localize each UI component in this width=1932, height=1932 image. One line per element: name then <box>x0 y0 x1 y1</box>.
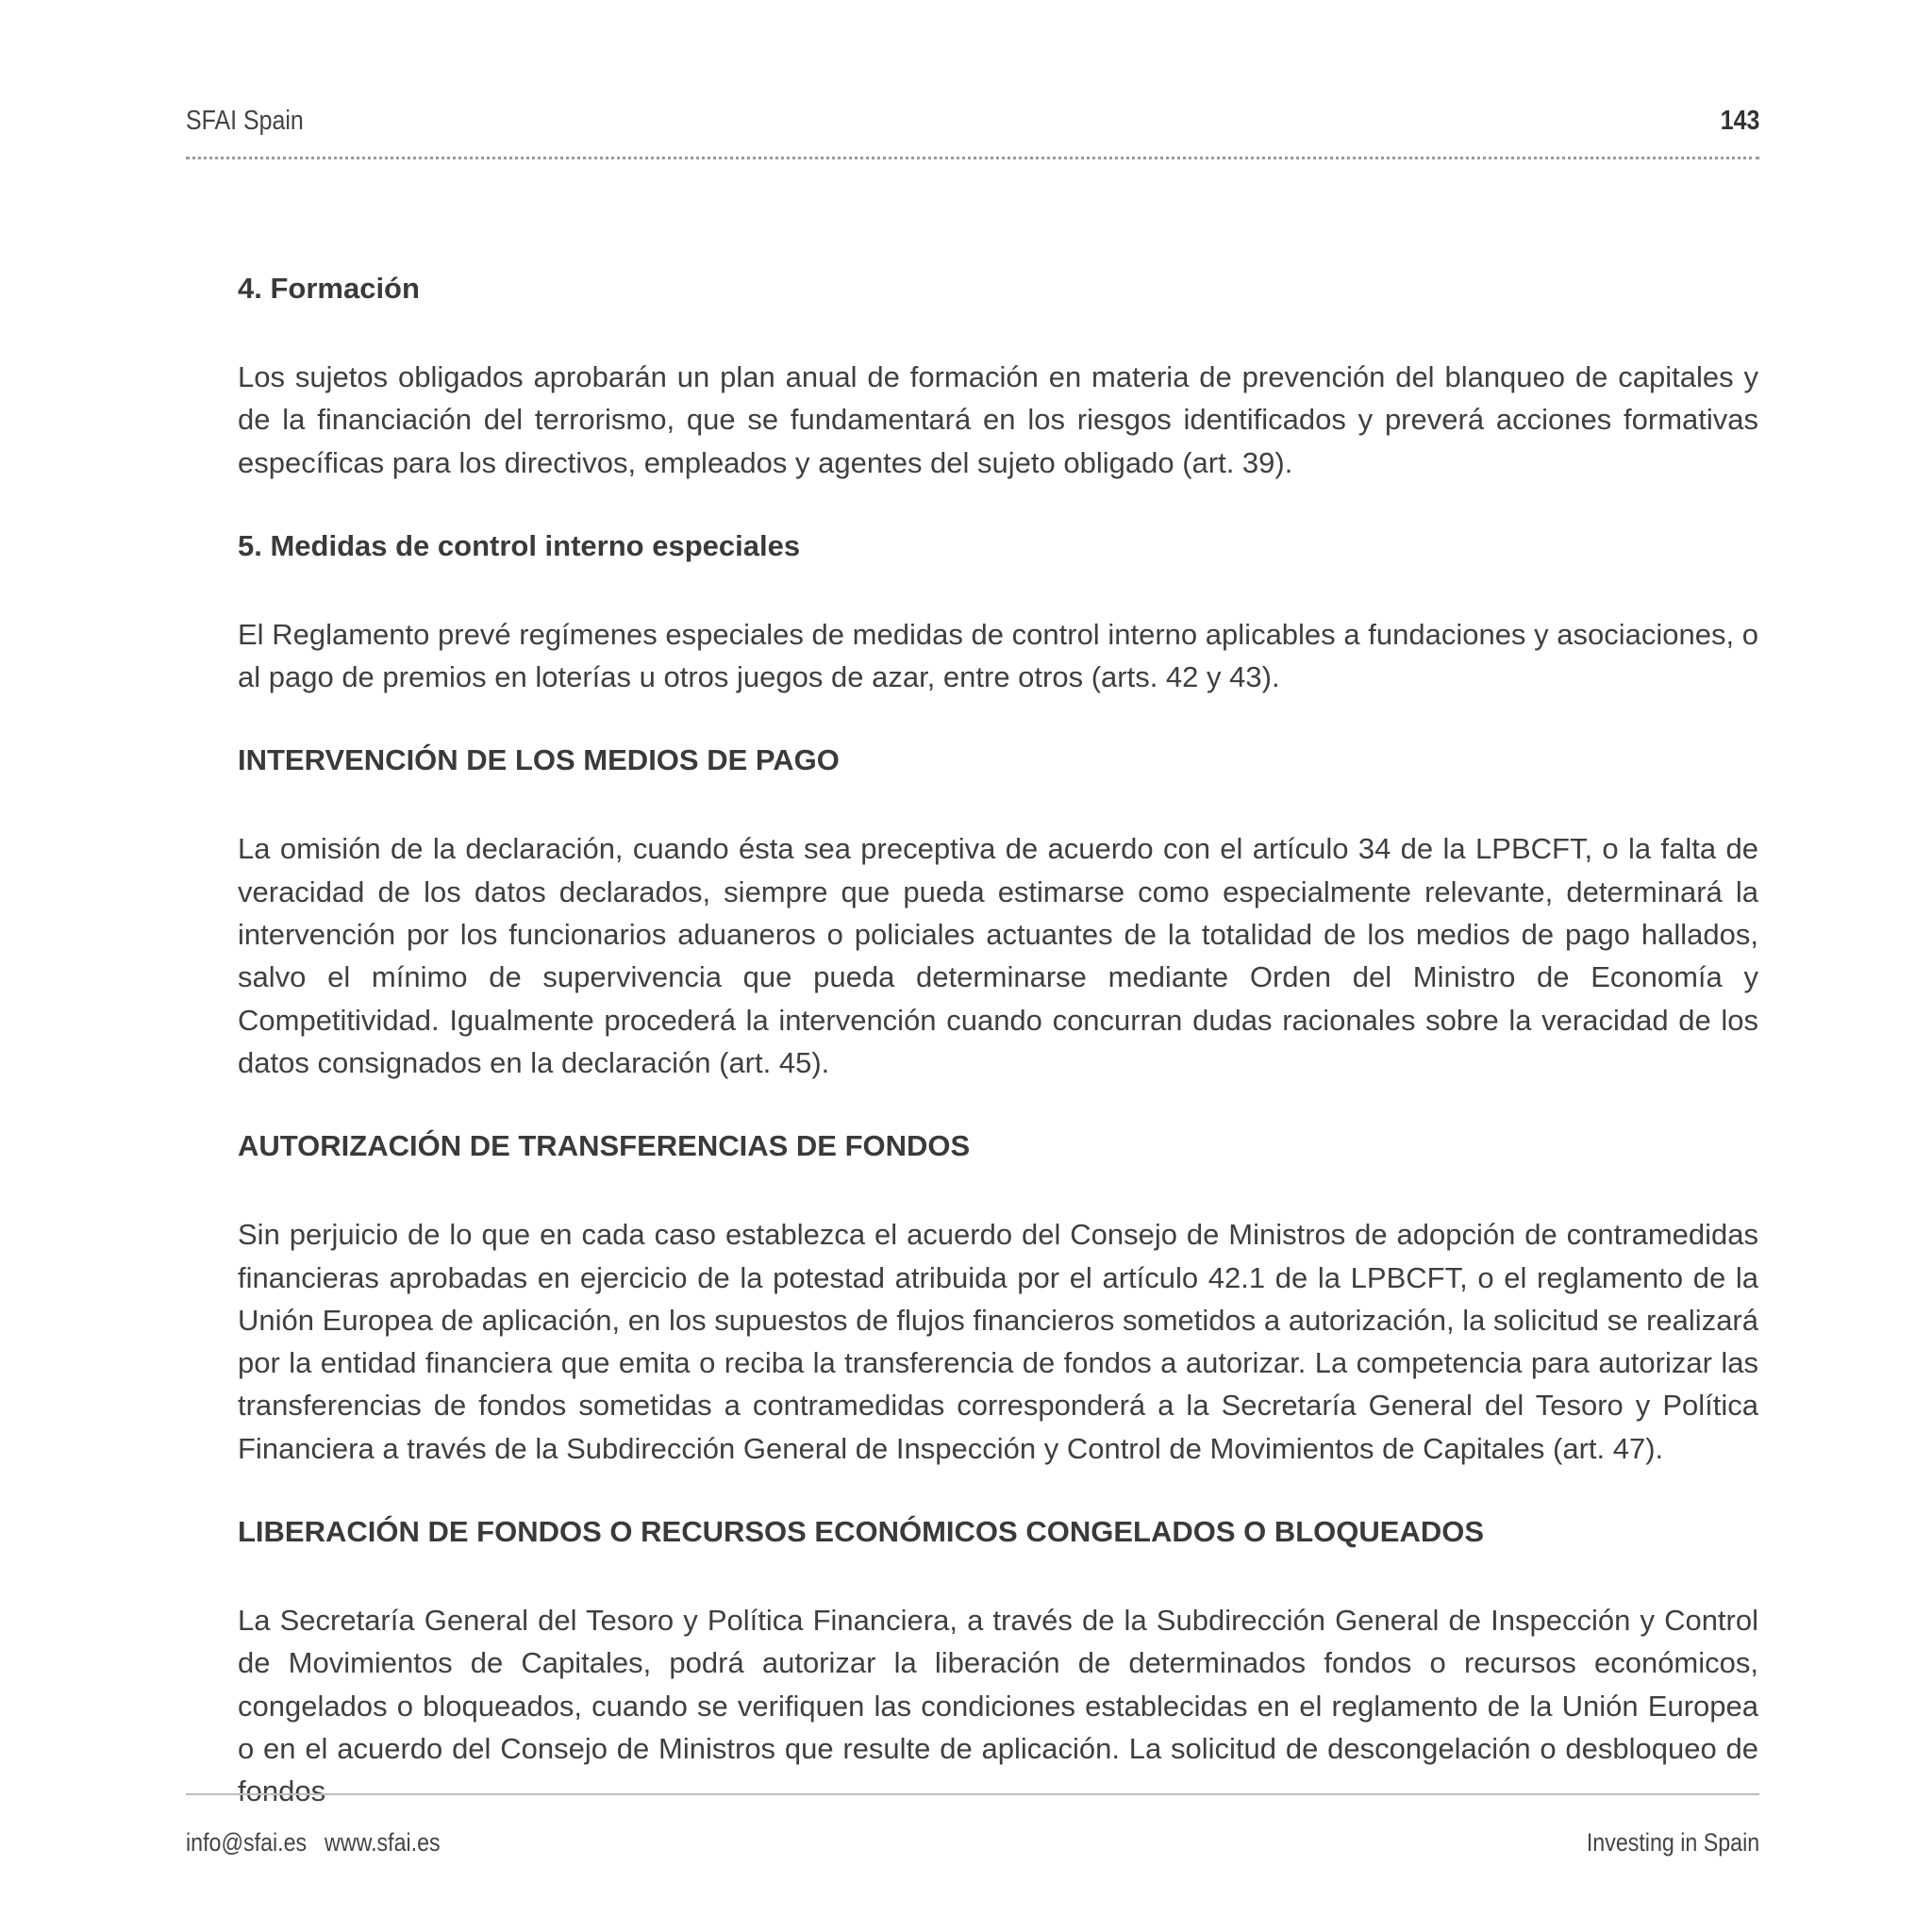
section-paragraph: El Reglamento prevé regímenes especiales de medidas de control interno aplicables a fundaciones y asociaciones, o al pago de premios en loterías u otros juegos de azar, entre otros (arts. 42 y 43). <box>238 617 1758 694</box>
header-divider <box>186 157 1759 159</box>
page-number: 143 <box>1720 106 1759 136</box>
section-medidas-control <box>238 525 1758 699</box>
section-paragraph: Sin perjuicio de lo que en cada caso establezca el acuerdo del Consejo de Ministros de adopción de contramedidas financieras aprobadas en ejercicio de la potestad atribuida por el artículo 42.1 de la LPBCFT, o el reglamento de la Unión Europea de aplicación, en los supuestos de flujos financieros sometidos a autorización, la solicitud se realizará por la entidad financiera que emita o reciba la transferencia de fondos a autorizar. La competencia para autorizar las transferencias de fondos sometidas a contramedidas corresponderá a la Secretaría General del Tesoro y Política Financiera a través de la Subdirección General de Inspección y Control de Movimientos de Capitales (art. 47). <box>238 1218 1758 1465</box>
footer-tagline: Investing in Spain <box>1586 1828 1759 1857</box>
header-brand: SFAI Spain <box>186 106 304 136</box>
page-footer <box>186 1828 1759 1862</box>
footer-contact <box>186 1828 441 1857</box>
section-formacion <box>238 268 1758 484</box>
section-paragraph: Los sujetos obligados aprobarán un plan anual de formación en materia de prevención del blanqueo de capitales y de la financiación del terrorismo, que se fundamentará en los riesgos identificados y preverá acciones formativas específicas para los directivos, empleados y agentes del sujeto obligado (art. 39). <box>238 360 1758 479</box>
section-intervencion-medios-pago <box>238 740 1758 1084</box>
section-title: INTERVENCIÓN DE LOS MEDIOS DE PAGO <box>238 743 840 777</box>
section-liberacion-fondos <box>238 1511 1758 1812</box>
section-paragraph: La omisión de la declaración, cuando ésta sea preceptiva de acuerdo con el artículo 34 de la LPBCFT, o la falta de veracidad de los datos declarados, siempre que pueda estimarse como especialmente relevante, determinará la intervención por los funcionarios aduaneros o policiales actuantes de la totalidad de los medios de pago hallados, salvo el mínimo de supervivencia que pueda determinarse mediante Orden del Ministro de Economía y Competitividad. Igualmente procederá la intervención cuando concurran dudas racionales sobre la veracidad de los datos consignados en la declaración (art. 45). <box>238 832 1758 1079</box>
page-header <box>186 106 1759 143</box>
section-title: AUTORIZACIÓN DE TRANSFERENCIAS DE FONDOS <box>238 1129 971 1163</box>
footer-website: www.sfai.es <box>325 1828 441 1857</box>
section-title: 5. Medidas de control interno especiales <box>238 528 801 562</box>
footer-divider <box>186 1793 1759 1795</box>
section-title: 4. Formación <box>238 272 420 305</box>
document-body <box>238 268 1758 1855</box>
section-title: LIBERACIÓN DE FONDOS O RECURSOS ECONÓMICOS CONGELADOS O BLOQUEADOS <box>238 1515 1485 1549</box>
section-autorizacion-transferencias <box>238 1125 1758 1470</box>
footer-email: info@sfai.es <box>186 1828 308 1857</box>
section-paragraph: La Secretaría General del Tesoro y Política Financiera, a través de la Subdirección General de Inspección y Control de Movimientos de Capitales, podrá autorizar la liberación de determinados fondos o recursos económicos, congelados o bloqueados, cuando se verifiquen las condiciones establecidas en el reglamento de la Unión Europea o en el acuerdo del Consejo de Ministros que resulte de aplicación. La solicitud de descongelación o desbloqueo de fondos <box>238 1604 1758 1808</box>
